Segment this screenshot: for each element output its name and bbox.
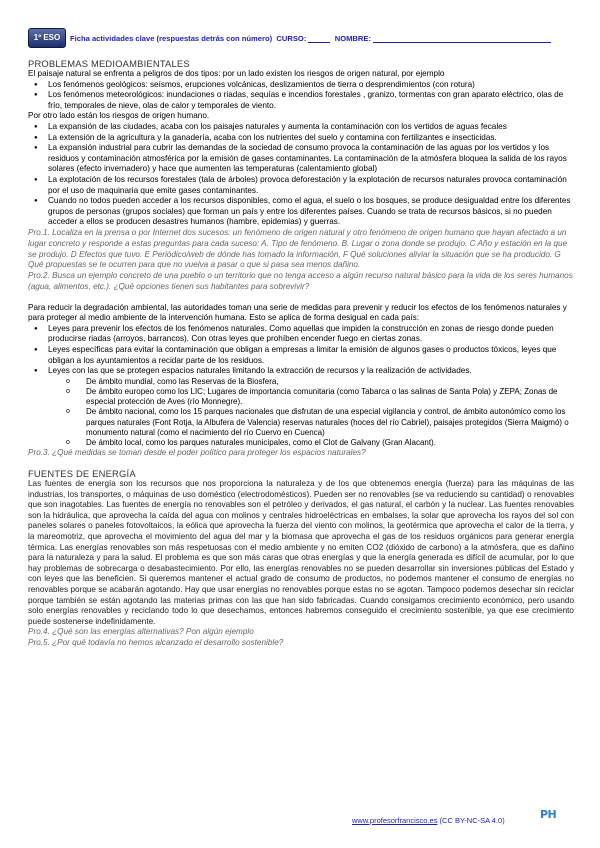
human-risks-intro: Por otro lado están los riesgos de origen humano.: [28, 111, 210, 121]
curso-label: CURSO:: [276, 34, 307, 43]
energy-body: Las fuentes de energía son los recursos que nos proporciona la naturaleza y de los que obtenemos energía (fuerza) para las máquinas de las industrias, los transportes, o máquinas de uso doméstico (electrodomésticos). Pueden ser no renovables (se va reduciendo su cantidad) o renovables que son inagotables. Las fuentes de energía no renovables son el petróleo y derivados, el gas natural, el carbón y la nuclear. Las fuentes renovables son la hidráulica, que aprovecha la caída del agua con molinos y centrales hidroeléctricas en embalses, la solar que aprovecha los rayos del sol con paneles solares o paneles fotovoltaicos, la eólica que aprovecha la fuerza del viento con molinos, la geotérmica que aprovecha el calor de la tierra, y la mareomotriz, que aprovecha el movimiento del agua del mar y la biomasa que aprovecha el gas de los residuos orgánicos para generar energía térmica. Las energías renovables son más respetuosas con el medio ambiente y no emiten CO2 (dióxido de carbono) a la atmósfera, que es dañino para la naturaleza y para la salud. El problema es que son más caras que otras energías y que la energía generada es difícil de acumular, por lo que hay problemas de sobrecarga o desabastecimiento. Por ello, las energías renovables no se pueden desarrollar sin inversiones públicas del Estado y con leyes que las beneficien. Si queremos mantener el actual grado de consumo de productos, no podemos mantener el consumo de energías no renovables porque se acabarán agotando. Hay que usar energías no renovables porque estas no se agotan. Tampoco podemos desechar sin reciclar porque también se están agotando las materias primas con las que han sido fabricadas. Cuando consigamos crecimiento económico, pero usando solo energías renovables y reciclando todo lo que desechamos, entonces habremos conseguido el crecimiento sostenible, ya que ese crecimiento puede sostenerse indefinidamente.: [28, 479, 574, 626]
license-text: (CC BY-NC-SA 4.0): [439, 816, 505, 825]
list-item: ● Leyes con las que se protegen espacios naturales limitando la extracción de recursos y la realización de actividades.: [28, 366, 574, 377]
question-pro3: Pro.3. ¿Qué medidas se toman desde el poder político para proteger los espacios naturales?: [28, 448, 366, 458]
nombre-blank[interactable]: [373, 42, 551, 43]
protections-list: [28, 377, 574, 448]
list-item: ● Los fenómenos geológicos: seísmos, erupciones volcánicas, deslizamientos de tierra o desprendimientos (con rotura): [28, 80, 574, 91]
page-footer: [352, 816, 505, 825]
list-item: o De ámbito nacional, como los 15 parques nacionales que disfrutan de una especial vigilancia y control, de ámbito autonómico como los parques naturales (Font Rotja, la Albufera de Valencia) reservas naturales (hoces del río Cabriel), paisajes protegidos (Sierra Maigmó) o monumento natural (como el nacimiento del río Cuervo en Cuenca): [66, 407, 574, 438]
website-link[interactable]: www.profesorfrancisco.es: [352, 816, 438, 825]
course-badge: 1º ESO: [28, 28, 66, 48]
question-pro1: Pro.1. Localiza en la prensa o por Internet dos sucesos: un fenómeno de origen natural y otro fenómeno de origen humano que hayan afectado a un lugar concreto y responde a estas preguntas para cada suceso: A. Tipo de fenómeno. B. Lugar o zona donde se produjo. C Año y estación en la que se produjo. D Efectos que tuvo. E Periódico/web de dónde has tomado la información, F Qué soluciones aliviar la situación que se ha producido. G Qué propuestas se te ocurren para que no vuelva a pasar o que si pasa sea menos dañino.: [28, 227, 568, 270]
section-title-problemas: PROBLEMAS MEDIOAMBIENTALES: [28, 58, 190, 69]
list-item: ● Los fenómenos meteorológicos: inundaciones o riadas, sequías e incendios forestales , granizo, tormentas con gran aparato eléctrico, olas de frío, temporales de nieve, olas de calor y temporales de viento.: [28, 90, 574, 111]
list-item: o De ámbito europeo como los LIC; Lugares de importancia comunitaria (como Tabarca o las salinas de Santa Pola) y ZEPA; Zonas de especial protección de Aves (río Monnegre).: [66, 387, 574, 407]
question-pro2: Pro.2. Busca un ejemplo concreto de una pueblo o un territorio que no tenga acceso a algún recurso natural básico para la vida de los seres humanos (agua, alimentos, etc.). ¿Qué opciones tienen sus habitantes para sobrevivir?: [28, 271, 573, 291]
measures-list: [28, 324, 574, 377]
list-item: o De ámbito mundial, como las Reservas de la Biosfera,: [66, 377, 574, 387]
worksheet-body: [28, 58, 574, 649]
section1-intro: El paisaje natural se enfrenta a peligros de dos tipos: por un lado existen los riesgos de origen natural, por ejemplo: [28, 69, 445, 78]
list-item: ● Leyes para prevenir los efectos de los fenómenos naturales. Como aquellas que impiden la construcción en zonas de riesgo donde pueden producirse riadas (arroyos, barrancos). Con otras leyes que prohíben encender fuego en ciertas zonas.: [28, 324, 574, 345]
list-item: ● Cuando no todos pueden acceder a los recursos disponibles, como el agua, el suelo o los bosques, se produce desigualdad entre los diferentes grupos de personas (grupos sociales) que forman un país y entre los diferentes países. Cuando se trata de recursos básicos, si no pueden acceder a ellos se producen desastres humanos (hambre, epidemias) y guerras.: [28, 196, 574, 228]
human-risks-list: [28, 122, 574, 228]
question-pro4: Pro.4. ¿Qué son las energías alternativas? Pon algún ejemplo: [28, 627, 254, 637]
worksheet-subtitle: Ficha actividades clave (respuestas detrás con número): [70, 34, 273, 43]
ph-logo-icon: PH: [540, 808, 557, 821]
section-title-energia: FUENTES DE ENERGÍA: [28, 468, 136, 480]
curso-blank[interactable]: [308, 42, 330, 43]
list-item: ● La expansión industrial para cubrir las demandas de la sociedad de consumo provoca la contaminación de las aguas por los vertidos y los residuos y contaminación atmosférica por la emisión de gases contaminantes. La contaminación de la atmósfera bloquea la salida de los rayos solares (efecto invernadero) y hace que aumenten las temperaturas (calentamiento global): [28, 143, 574, 175]
list-item: o De ámbito local, como los parques naturales municipales, como el Clot de Galvany (Gran Alacant).: [66, 438, 574, 448]
list-item: ● Leyes específicas para evitar la contaminación que obligan a empresas a limitar la emisión de algunos gases o productos tóxicos, leyes que obligan a los ayuntamientos a recidar parte de los residuos.: [28, 345, 574, 366]
page-header: [28, 24, 574, 50]
list-item: ● La explotación de los recursos forestales (tala de árboles) provoca deforestación y la explotación de recursos naturales provoca contaminación por el uso de maquinaria que emite gases contaminantes.: [28, 175, 574, 196]
natural-risks-list: [28, 80, 574, 112]
header-line: [70, 34, 551, 43]
section2-intro: Para reducir la degradación ambiental, las autoridades toman una serie de medidas para prevenir y reducir los efectos de los fenómenos naturales y para proteger al medio ambiente de la intervención humana. Esto se aplica de forma desigual en cada país:: [28, 302, 567, 323]
list-item: ● La expansión de las ciudades, acaba con los paisajes naturales y aumenta la contaminación con los vertidos de aguas fecales: [28, 122, 574, 133]
list-item: ● La extensión de la agricultura y la ganadería, acaba con los nutrientes del suelo y contamina con fertilizantes e insecticidas.: [28, 133, 574, 144]
question-pro5: Pro.5. ¿Por qué todavía no hemos alcanzado el desarrollo sostenible?: [28, 638, 284, 648]
nombre-label: NOMBRE:: [334, 34, 371, 43]
